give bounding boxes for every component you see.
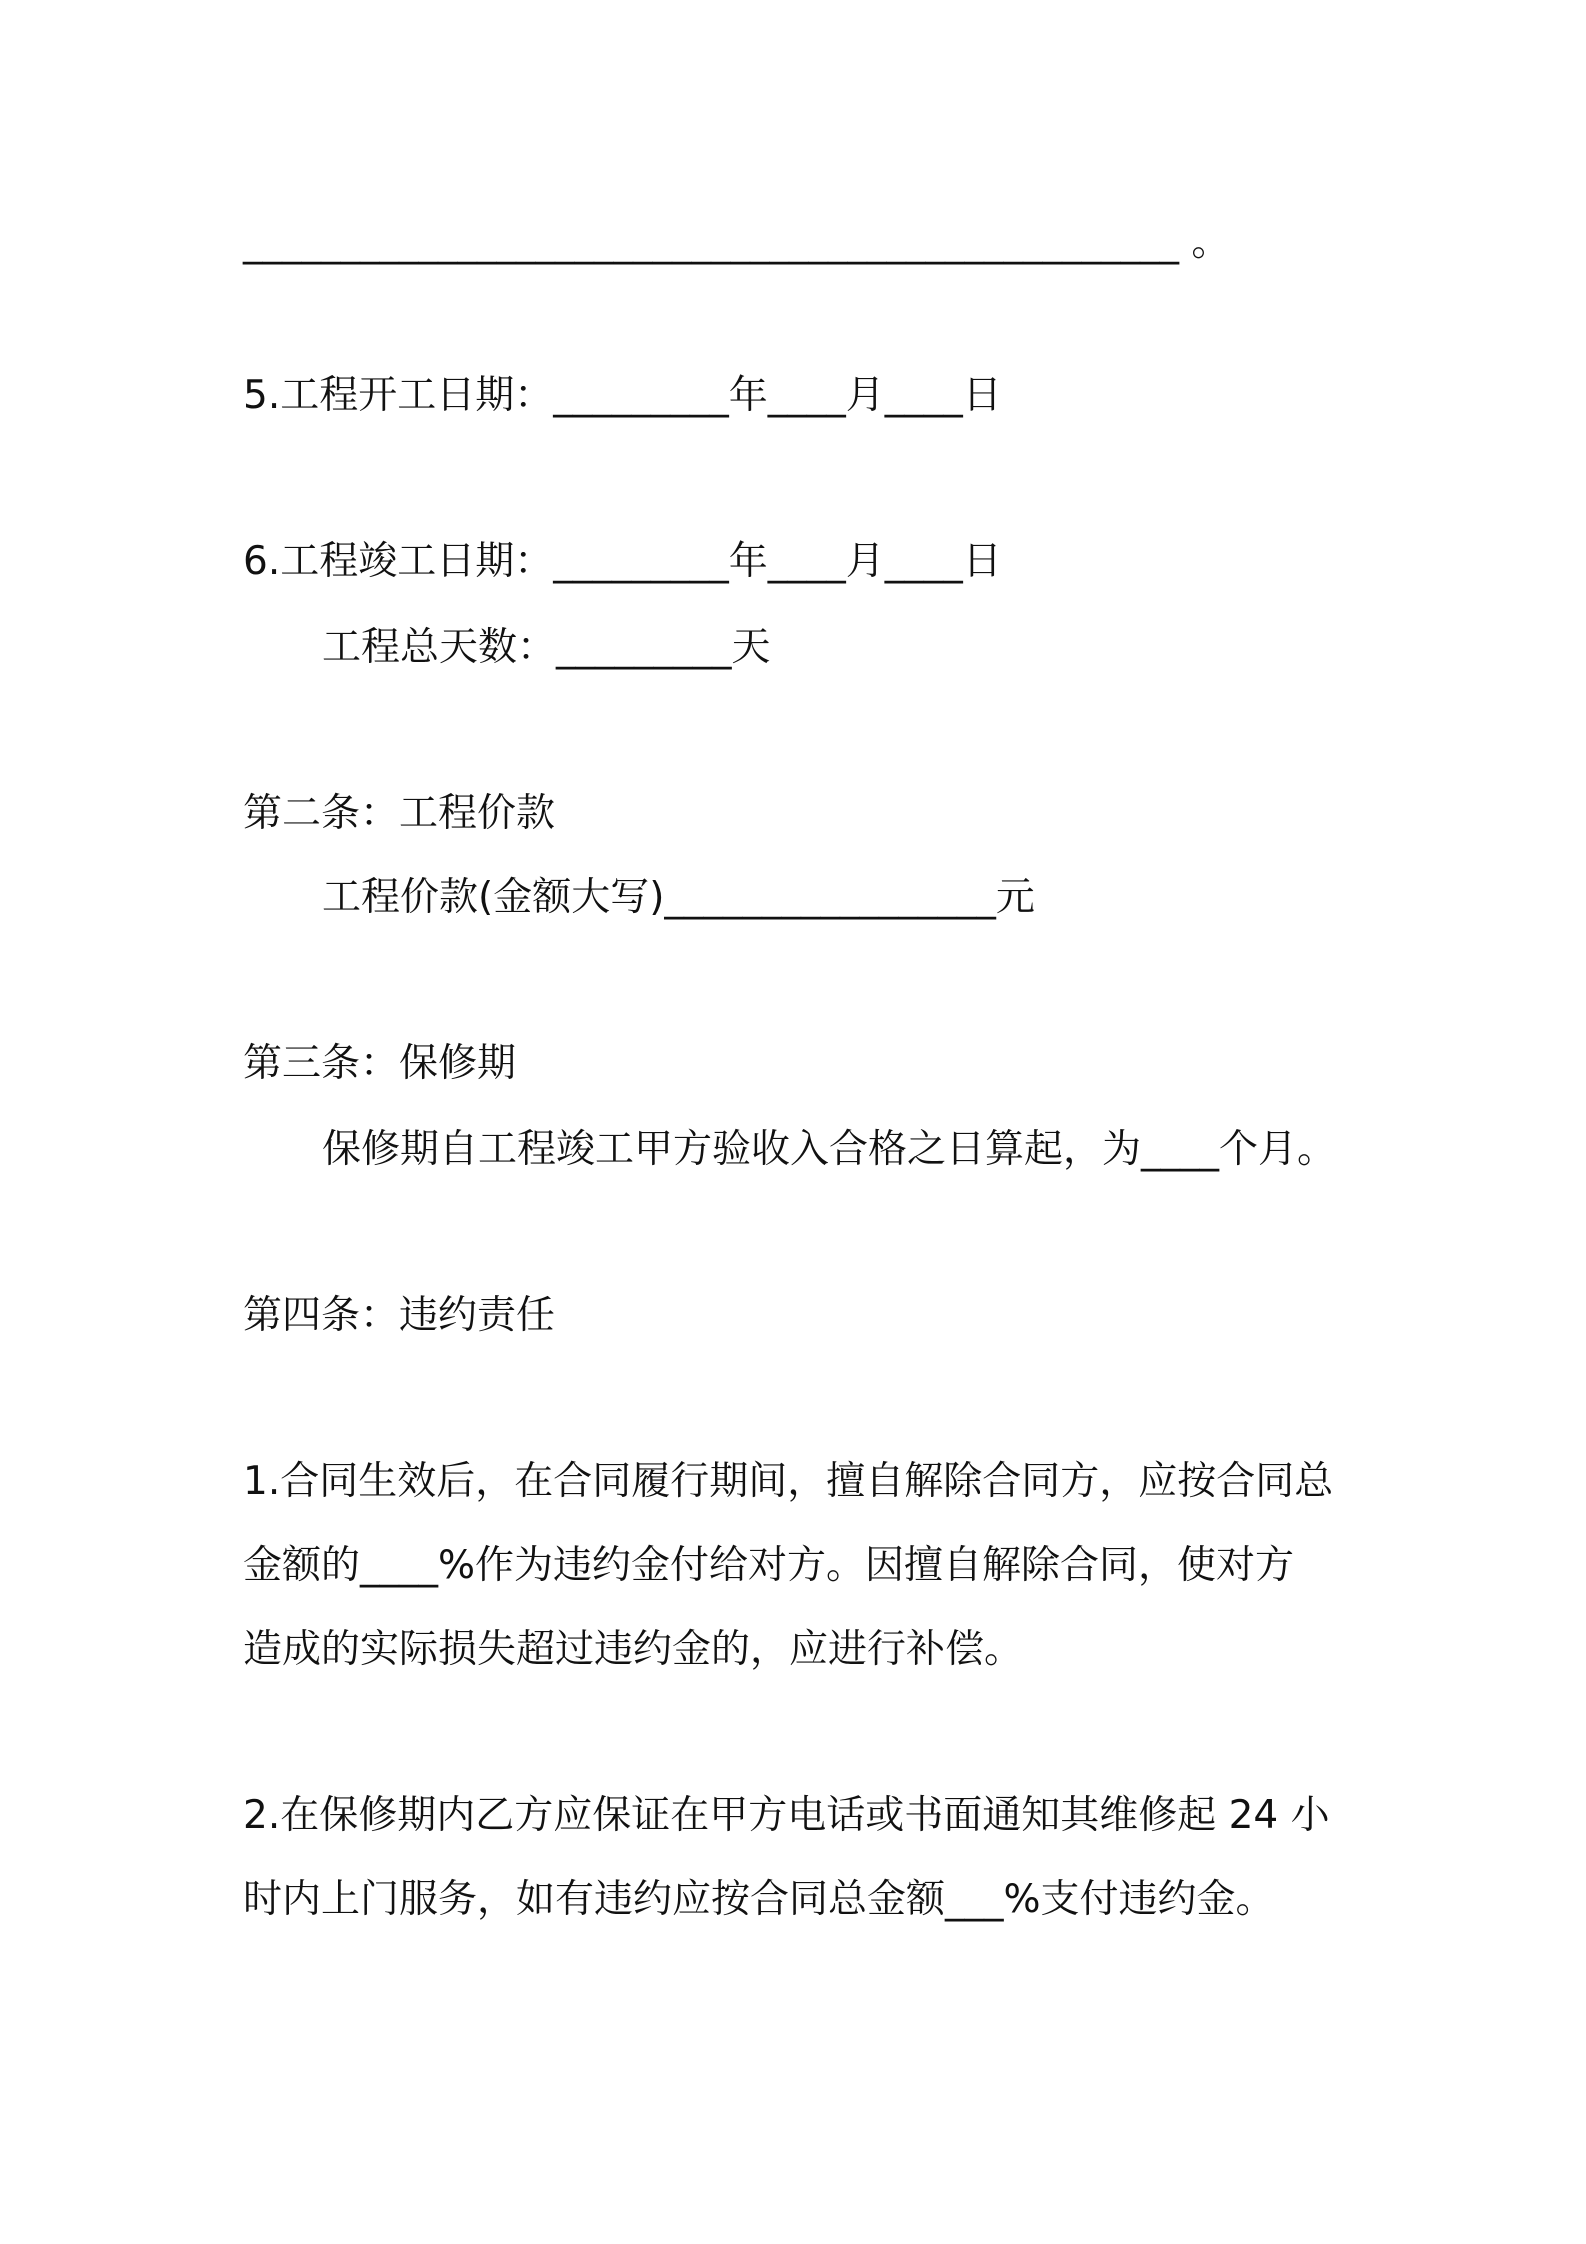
- clause2-line-1: 2.在保修期内乙方应保证在甲方电话或书面通知其维修起 24 小: [243, 1793, 1330, 1838]
- article2-heading: 第二条：工程价款: [243, 791, 556, 836]
- article4-heading: 第四条：违约责任: [243, 1293, 556, 1338]
- completion-date-item: 6.工程竣工日期：_________年____月____日: [243, 539, 1002, 584]
- clause1-line-3: 造成的实际损失超过违约金的，应进行补偿。: [243, 1627, 1024, 1672]
- article3-heading: 第三条：保修期: [243, 1041, 517, 1086]
- clause1-line-1: 1.合同生效后，在合同履行期间，擅自解除合同方，应按合同总: [243, 1459, 1334, 1504]
- article2-body: 工程价款(金额大写)_________________元: [322, 875, 1035, 920]
- clause2-line-2: 时内上门服务，如有违约应按合同总金额___%支付违约金。: [243, 1877, 1275, 1922]
- clause1-line-2: 金额的____%作为违约金付给对方。因擅自解除合同，使对方: [243, 1543, 1295, 1588]
- start-date-item: 5.工程开工日期：_________年____月____日: [243, 373, 1002, 418]
- article3-body: 保修期自工程竣工甲方验收入合格之日算起，为____个月。: [322, 1127, 1337, 1172]
- blank-fill-line: ________________________________________________ 。: [243, 220, 1231, 265]
- total-days-line: 工程总天数：_________天: [322, 625, 771, 670]
